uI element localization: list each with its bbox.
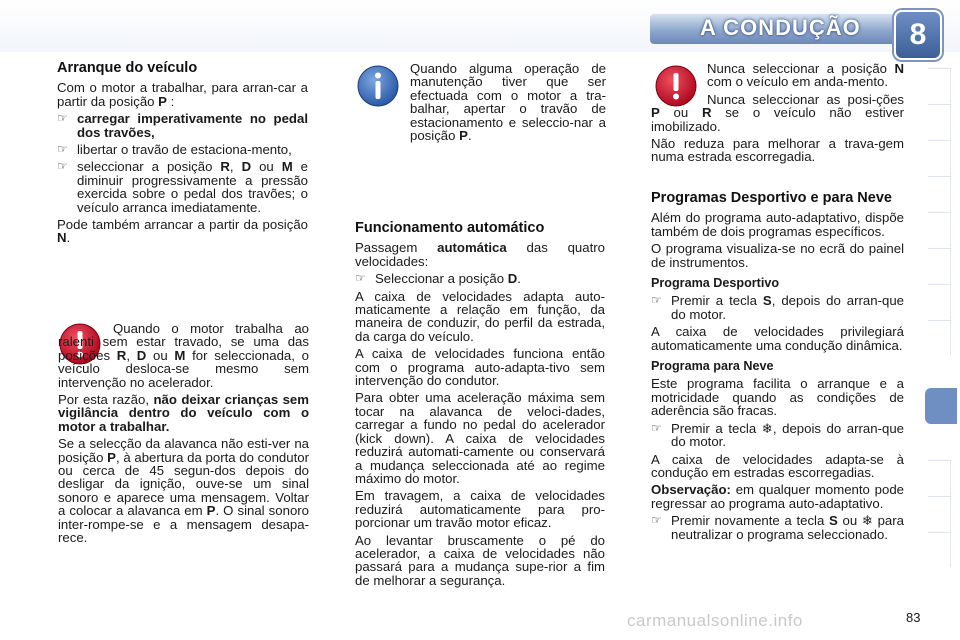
text: para neutralizar o programa seleccionado.: [671, 513, 904, 542]
info-icon: [356, 64, 400, 108]
gear-label: M: [174, 347, 186, 363]
gear-label: P: [459, 128, 468, 144]
text: se o veículo não estiver imobilizado.: [651, 105, 904, 134]
text: Com o motor a trabalhar, para arran-car a partir da posição: [57, 80, 308, 109]
subheading: Programa para Neve: [651, 359, 774, 374]
paragraph: [651, 93, 904, 133]
paragraph: [707, 62, 904, 89]
side-tab[interactable]: [928, 68, 951, 103]
list-item: [355, 272, 605, 285]
side-tab[interactable]: [928, 532, 951, 567]
key-label: S: [762, 293, 772, 309]
text: Se a selecção da alavanca não esti-ver na posição: [58, 436, 309, 465]
column-automatic: [355, 222, 605, 591]
side-tab-active[interactable]: [925, 388, 957, 424]
text: Quando alguma operação de manutenção tiver que ser efectuada com o motor a tra-balhar, apertar o travão de estacionamento e seleccio-nar a posição: [410, 61, 606, 144]
gear-label: P: [206, 503, 216, 519]
list-item: [57, 112, 308, 139]
warning-note: [58, 322, 309, 545]
gear-label: M: [281, 159, 293, 175]
paragraph: Não reduza para melhorar a trava-gem numa estrada escorregadia.: [651, 136, 904, 165]
paragraph: Para obter uma aceleração máxima sem tocar na alavanca de veloci-dades, carregar a fundo no pedal do acelerador (kick down). A caixa de velocidades reduzirá automati-camente ou conservará a mudança seleccionada até ao regime máximo do motor.: [355, 390, 605, 486]
pointing-hand-icon: ☞: [651, 420, 662, 435]
side-tab[interactable]: [928, 104, 951, 139]
warning-note: [651, 62, 904, 164]
chapter-badge: 8: [894, 10, 942, 60]
paragraph: Ao levantar bruscamente o pé do acelerador, a caixa de velocidades não passará para a mudança supe-rior a fim de melhorar a segurança.: [355, 532, 605, 588]
side-tab[interactable]: [928, 248, 951, 283]
gear-label: N: [57, 230, 67, 246]
text: for seleccionada, o veículo desloca-se mesmo sem intervenção no acelerador.: [58, 347, 309, 390]
text: Quando o motor trabalha ao ralenti sem estar travado, se uma das posições: [58, 321, 309, 363]
paragraph: [355, 241, 605, 268]
text: .: [467, 128, 472, 144]
text: não deixar crianças sem vigilância dentro do veículo com o motor a trabalhar.: [58, 392, 309, 434]
paragraph: O programa visualiza-se no ecrã do painel de instrumentos.: [651, 241, 904, 270]
text: ou: [842, 513, 858, 529]
page-title: A CONDUÇÃO: [700, 15, 861, 40]
gear-label: R: [701, 105, 712, 121]
text: com o veículo em anda-mento.: [707, 74, 889, 90]
text: Nunca seleccionar a posição: [707, 61, 887, 76]
pointing-hand-icon: ☞: [651, 513, 662, 528]
section-heading: Programas Desportivo e para Neve: [651, 190, 892, 206]
gear-label: D: [241, 159, 252, 175]
text: seleccionar a posição: [77, 159, 213, 175]
section-heading: Arranque do veículo: [57, 60, 198, 76]
text: , depois do arran-que do motor.: [671, 293, 904, 322]
text: Pode também arrancar a partir da posição: [57, 217, 308, 233]
text: libertar o travão de estaciona-mento,: [77, 142, 292, 158]
column-programs: [651, 192, 904, 545]
text: e diminuir progressivamente a pressão exercida sobre o pedal dos travões; o veículo arranca imediatamente.: [77, 159, 309, 215]
text: .: [517, 271, 521, 287]
side-tab-rail: [928, 68, 960, 598]
section-heading: Funcionamento automático: [355, 220, 545, 236]
paragraph: Em travagem, a caixa de velocidades reduzirá automaticamente para pro-porcionar um travão motor eficaz.: [355, 488, 605, 531]
key-label: S: [829, 513, 838, 529]
text: das quatro velocidades:: [355, 240, 605, 269]
text: :: [170, 93, 175, 109]
text: ou: [259, 159, 274, 175]
text: Premir novamente a tecla: [671, 513, 825, 529]
text: Seleccionar a posição: [375, 271, 505, 287]
pointing-hand-icon: ☞: [651, 293, 662, 308]
text: ou: [153, 347, 168, 363]
paragraph: A caixa de velocidades adapta auto-maticamente a relação em função, da maneira de conduzir, do perfil da estrada, da carga do veículo.: [355, 288, 605, 344]
list-item: [651, 294, 904, 321]
paragraph: A caixa de velocidades privilegiará automaticamente uma condução dinâmica.: [651, 324, 904, 353]
side-tab[interactable]: [928, 140, 951, 175]
gear-label: P: [107, 449, 116, 465]
paragraph: A caixa de velocidades funciona então com o programa auto-adapta-tivo sem intervenção do condutor.: [355, 346, 605, 389]
pointing-hand-icon: ☞: [57, 159, 68, 174]
text: carregar imperativamente no pedal dos travões,: [77, 111, 308, 140]
text: Premir a tecla: [671, 420, 757, 436]
pointing-hand-icon: ☞: [355, 271, 366, 286]
snowflake-icon: ❄: [861, 513, 873, 529]
paragraph: A caixa de velocidades adapta-se à condução em estradas escorregadias.: [651, 451, 904, 480]
text: , depois do arran-que do motor.: [671, 420, 904, 450]
text: em qualquer momento pode regressar ao programa auto-adaptativo.: [651, 482, 904, 511]
side-tab[interactable]: [928, 320, 951, 355]
text: Por esta razão,: [58, 392, 149, 408]
paragraph: Este programa facilita o arranque e a motricidade quando as condições de aderência são fracas.: [651, 376, 904, 419]
side-tab[interactable]: [928, 496, 951, 531]
paragraph: [57, 81, 308, 108]
column-starting: [57, 62, 308, 249]
text: , à abertura da porta do condutor ou cerca de 45 segun-dos depois do desligar da ignição, ouve-se um sinal sonoro e aparece uma mensagem. Voltar a colocar a alavanca em: [58, 449, 309, 519]
text: Passagem: [355, 240, 418, 256]
gear-label: R: [116, 347, 127, 363]
paragraph: [58, 437, 309, 544]
gear-label: N: [894, 61, 904, 76]
text: .: [66, 230, 71, 246]
page-number: 83: [906, 610, 921, 625]
text: automática: [437, 240, 507, 256]
note-label: Observação:: [651, 482, 731, 498]
pointing-hand-icon: ☞: [57, 111, 68, 126]
subheading: Programa Desportivo: [651, 276, 780, 291]
side-tab[interactable]: [928, 212, 951, 247]
gear-label: P: [158, 93, 167, 109]
side-tab[interactable]: [928, 460, 951, 495]
gear-label: R: [220, 159, 230, 175]
list-item: [57, 143, 308, 156]
gear-label: P: [651, 105, 660, 121]
paragraph: Além do programa auto-adaptativo, dispõe também de dois programas específicos.: [651, 210, 904, 239]
list-item: [57, 160, 308, 214]
text: . O sinal sonoro inter-rompe-se e a mensagem desapa-rece.: [58, 503, 310, 546]
snowflake-icon: ❄: [761, 420, 773, 436]
info-note: [410, 62, 606, 142]
side-tab[interactable]: [928, 176, 951, 211]
gear-label: D: [136, 347, 147, 363]
list-item: [651, 514, 904, 541]
paragraph: [651, 483, 904, 510]
gear-label: D: [507, 271, 518, 287]
text: Nunca seleccionar as posi-ções: [707, 91, 904, 107]
pointing-hand-icon: ☞: [57, 142, 68, 157]
text: ou: [673, 105, 689, 121]
text: Premir a tecla: [671, 293, 757, 309]
side-tab[interactable]: [928, 284, 951, 319]
paragraph: [58, 322, 309, 389]
text: ,: [126, 347, 130, 363]
watermark: carmanualsonline.info: [627, 611, 803, 630]
list-item: [651, 422, 904, 449]
paragraph: [58, 393, 309, 433]
text: ,: [229, 159, 234, 175]
paragraph: [57, 218, 308, 245]
